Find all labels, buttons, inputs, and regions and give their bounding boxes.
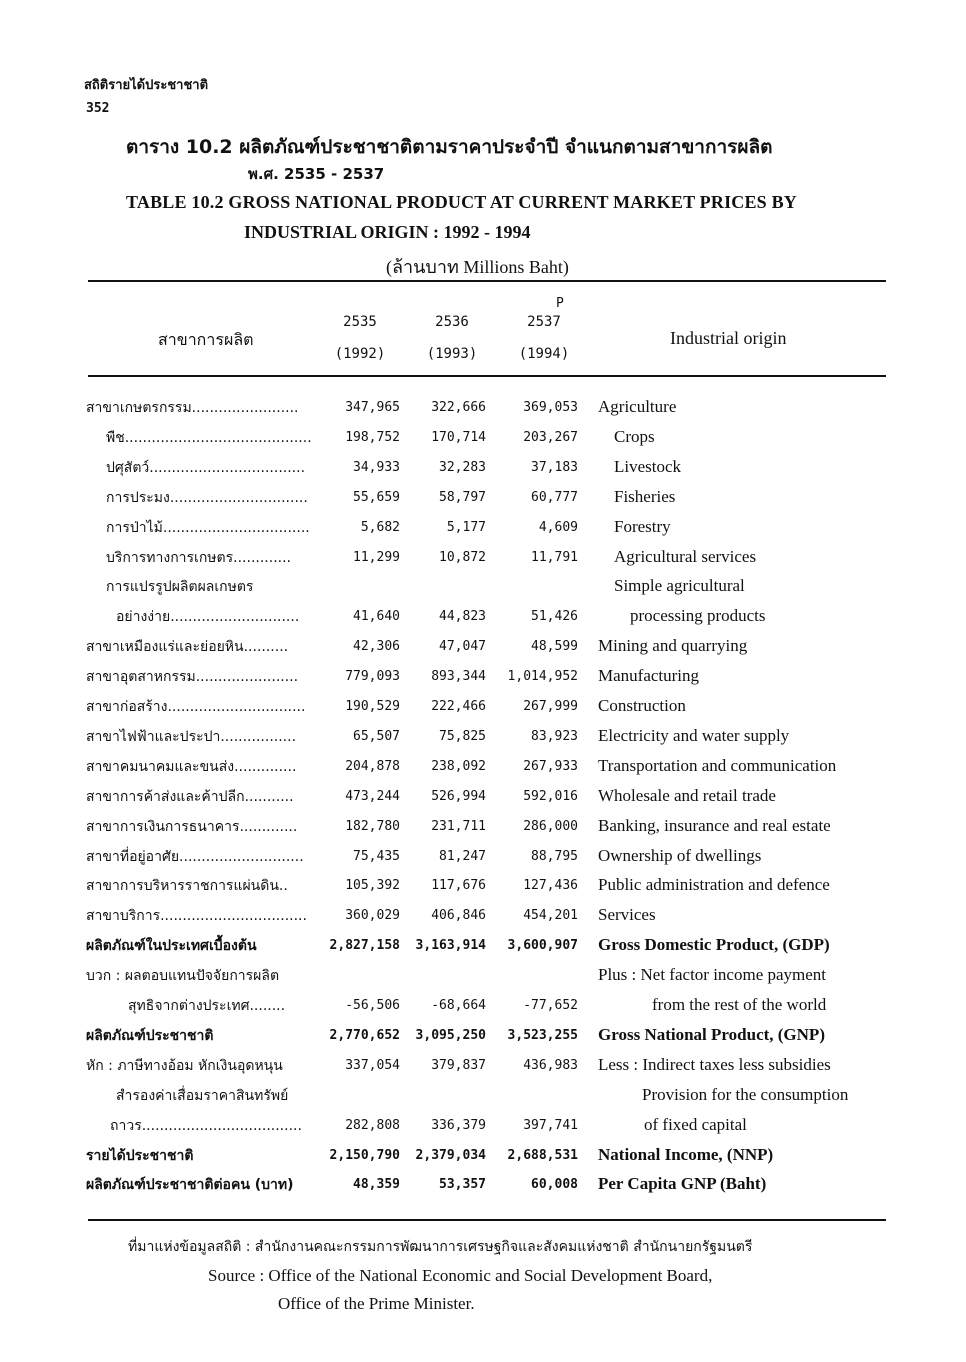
row-value-1994: 203,267 [523,429,578,445]
row-value-1994: 286,000 [523,818,578,834]
row-label-english: from the rest of the world [652,995,827,1014]
row-value-1992: 473,244 [345,788,400,804]
row-value-1994: 3,600,907 [507,938,578,954]
row-label-thai: อย่างง่าย............................. [116,609,300,626]
row-value-1993: 75,825 [439,728,486,744]
row-value-1994: 267,999 [523,699,578,714]
row-label-english: Per Capita GNP (Baht) [598,1174,767,1194]
row-value-1993: 58,797 [439,489,486,505]
row-label-thai: สาขาก่อสร้าง............................... [86,699,306,715]
row-label-thai: สาขาการเงินการธนาคาร............. [86,818,298,835]
table-row [0,995,966,1025]
table-row [0,816,966,846]
row-value-1992: -56,506 [345,998,400,1013]
row-value-1992: 360,029 [345,908,400,924]
row-label-thai: การแปรรูปผลิตผลเกษตร [106,579,254,596]
unit-label: (ล้านบาท Millions Baht) [386,257,569,277]
row-label-english: Construction [598,696,686,715]
row-value-1994: 4,609 [538,519,578,535]
row-label-thai: รายได้ประชาชาติ [86,1147,194,1164]
row-label-thai: ถาวร.................................... [110,1117,302,1134]
row-value-1993: 231,711 [431,818,486,834]
row-label-thai: บริการทางการเกษตร............. [106,549,292,566]
column-year-ce-1994: (1994) [518,346,570,362]
row-label-thai: สาขาเหมืองแร่และย่อยหิน.......... [86,639,289,656]
row-value-1992: 182,780 [345,818,400,834]
row-value-1992: 42,306 [353,639,400,655]
table-row [0,1145,966,1175]
row-value-1994: 2,688,531 [507,1147,578,1163]
row-value-1994: 48,599 [531,639,578,655]
row-value-1994: 60,777 [531,489,578,505]
row-value-1993: 3,163,914 [415,938,486,954]
table-row [0,965,966,995]
row-value-1993: 238,092 [431,758,486,774]
row-value-1994: -77,652 [523,998,578,1013]
row-label-english: Crops [614,426,655,446]
row-label-thai: หัก : ภาษีทางอ้อม หักเงินอุดหนุน [86,1057,283,1074]
row-label-english: Provision for the consumption [642,1084,849,1104]
running-title: สถิติรายได้ประชาชาติ [84,78,209,93]
row-value-1993: 406,846 [431,908,486,924]
table-row [0,1174,966,1204]
row-value-1993: 893,344 [431,669,486,685]
row-label-english: Simple agricultural [614,576,745,596]
row-label-thai: สาขาคมนาคมและขนส่ง.............. [86,758,297,775]
row-value-1994: 267,933 [523,758,578,774]
column-header-thai: สาขาการผลิต [158,330,254,349]
row-label-thai: ผลิตภัณฑ์ประชาชาติ [86,1027,214,1044]
table-row [0,1115,966,1145]
table-row [0,576,966,606]
table-row [0,397,966,427]
row-label-thai: ผลิตภัณฑ์ประชาชาติต่อคน (บาท) [86,1177,294,1194]
row-value-1992: 48,359 [353,1177,400,1193]
row-value-1993: 336,379 [431,1117,486,1133]
table-row [0,547,966,577]
row-value-1992: 2,770,652 [329,1027,400,1043]
table-row [0,905,966,935]
row-value-1992: 34,933 [353,459,400,475]
row-value-1993: 32,283 [439,459,486,475]
row-label-english: Public administration and defence [598,875,830,895]
table-row [0,696,966,726]
row-value-1994: 397,741 [523,1117,578,1133]
row-label-english: Agricultural services [614,546,757,566]
row-value-1993: 526,994 [431,788,486,804]
column-year-ce-1993: (1993) [426,346,478,362]
row-label-english: Forestry [614,516,671,536]
row-label-english: Plus : Net factor income payment [598,965,827,985]
table-bottom-rule [88,1219,886,1221]
row-value-1994: 37,183 [531,459,578,475]
row-label-thai: ผลิตภัณฑ์ในประเทศเบื้องต้น [86,938,257,955]
row-value-1994: 83,923 [531,728,578,744]
row-label-thai: สุทธิจากต่างประเทศ........ [128,998,286,1014]
row-label-thai: สาขาไฟฟ้าและประปา................. [86,728,297,745]
row-label-thai: สาขาที่อยู่อาศัย............................ [86,848,304,865]
table-row [0,427,966,457]
row-label-english: Less : Indirect taxes less subsidies [598,1054,831,1074]
row-value-1993: -68,664 [431,998,486,1013]
row-value-1994: 436,983 [523,1057,578,1073]
row-label-english: Mining and quarrying [598,636,748,656]
row-label-thai: สาขาบริการ................................. [86,908,307,925]
page-number: 352 [86,101,110,116]
row-label-thai: พืช.......................................... [106,429,312,446]
row-label-english: Ownership of dwellings [598,845,762,865]
row-value-1993: 222,466 [431,699,486,714]
row-label-english: of fixed capital [644,1114,747,1134]
row-value-1993: 170,714 [431,429,486,445]
table-row [0,786,966,816]
table-header-rule [88,375,886,377]
table-top-rule [88,280,886,282]
column-year-be-2537: 2537 [527,314,561,330]
column-year-ce-1992: (1992) [334,346,386,362]
title-english-line-2: INDUSTRIAL ORIGIN : 1992 - 1994 [244,222,531,242]
row-label-thai: สาขาเกษตรกรรม........................ [86,400,299,416]
row-value-1993: 53,357 [439,1177,486,1193]
row-value-1993: 117,676 [431,878,486,894]
row-label-english: Services [598,905,656,925]
row-label-thai: การป่าไม้................................. [106,519,310,536]
table-row [0,487,966,517]
row-label-english: Livestock [614,456,682,476]
row-label-english: Manufacturing [598,666,700,686]
row-value-1994: 3,523,255 [507,1027,578,1043]
table-row [0,606,966,636]
column-year-be-2536: 2536 [435,314,469,330]
row-value-1993: 44,823 [439,609,486,625]
row-value-1992: 55,659 [353,489,400,505]
table-row [0,636,966,666]
row-value-1993: 10,872 [439,549,486,565]
table-row [0,1085,966,1115]
row-value-1992: 75,435 [353,848,400,864]
table-row [0,726,966,756]
row-label-english: Gross National Product, (GNP) [598,1024,825,1044]
row-value-1993: 81,247 [439,848,486,864]
row-value-1992: 11,299 [353,549,400,565]
row-label-thai: สำรองค่าเสื่อมราคาสินทรัพย์ [116,1087,289,1104]
row-value-1994: 127,436 [523,878,578,894]
row-value-1992: 2,150,790 [329,1147,400,1163]
source-thai: ที่มาแห่งข้อมูลสถิติ : สำนักงานคณะกรรมการพัฒนาการเศรษฐกิจและสังคมแห่งชาติ สำนักนายกรัฐมนตรี [128,1239,753,1255]
row-value-1994: 60,008 [531,1177,578,1193]
row-value-1994: 51,426 [531,609,578,625]
title-english-line-1: TABLE 10.2 GROSS NATIONAL PRODUCT AT CURRENT MARKET PRICES BY [126,192,797,212]
row-value-1993: 322,666 [431,400,486,415]
row-label-thai: สาขาการค้าส่งและค้าปลีก........... [86,788,294,805]
row-label-english: National Income, (NNP) [598,1144,774,1164]
row-value-1992: 105,392 [345,878,400,894]
table-row [0,517,966,547]
table-row [0,1055,966,1085]
row-value-1992: 198,752 [345,429,400,445]
row-label-thai: ปศุสัตว์................................... [106,459,306,476]
row-label-english: Gross Domestic Product, (GDP) [598,935,830,955]
row-label-english: Banking, insurance and real estate [598,815,831,835]
table-row [0,457,966,487]
row-value-1994: 1,014,952 [507,669,578,685]
row-label-thai: สาขาอุตสาหกรรม....................... [86,669,299,686]
row-label-english: Electricity and water supply [598,725,790,745]
table-row [0,875,966,905]
row-value-1992: 779,093 [345,669,400,685]
row-value-1992: 190,529 [345,699,400,714]
row-label-english: Transportation and communication [598,755,837,775]
preliminary-mark: P [556,296,564,311]
row-value-1992: 65,507 [353,728,400,744]
source-english-line-2: Office of the Prime Minister. [278,1294,475,1313]
row-value-1994: 369,053 [523,400,578,415]
row-value-1993: 47,047 [439,639,486,655]
row-label-english: Agriculture [598,397,677,416]
row-value-1993: 5,177 [446,519,486,535]
title-thai-line-1: ตาราง 10.2 ผลิตภัณฑ์ประชาชาติตามราคาประจำปี จำแนกตามสาขาการผลิต [126,136,773,158]
row-label-thai: สาขาการบริหารราชการแผ่นดิน.. [86,878,288,895]
row-value-1993: 3,095,250 [415,1027,486,1043]
row-value-1992: 2,827,158 [329,938,400,954]
row-value-1992: 204,878 [345,758,400,774]
table-row [0,666,966,696]
column-header-english: Industrial origin [670,328,787,348]
source-english-line-1: Source : Office of the National Economic and Social Development Board, [208,1266,713,1285]
row-value-1994: 11,791 [531,549,578,565]
table-row [0,756,966,786]
row-label-thai: บวก : ผลตอบแทนปัจจัยการผลิต [86,968,280,985]
row-label-english: processing products [630,606,766,626]
row-value-1994: 88,795 [531,848,578,864]
row-label-english: Wholesale and retail trade [598,785,776,805]
row-value-1992: 347,965 [345,400,400,415]
row-value-1992: 282,808 [345,1117,400,1133]
table-row [0,1025,966,1055]
title-thai-line-2: พ.ศ. 2535 - 2537 [248,165,385,183]
row-value-1994: 454,201 [523,908,578,924]
table-row [0,846,966,876]
row-value-1993: 379,837 [431,1057,486,1073]
row-value-1992: 41,640 [353,609,400,625]
row-value-1994: 592,016 [523,788,578,804]
row-value-1992: 5,682 [360,519,400,535]
row-label-english: Fisheries [614,486,676,506]
row-value-1992: 337,054 [345,1057,400,1073]
row-value-1993: 2,379,034 [415,1147,486,1163]
table-row [0,935,966,965]
column-year-be-2535: 2535 [343,314,377,330]
row-label-thai: การประมง............................... [106,489,308,506]
